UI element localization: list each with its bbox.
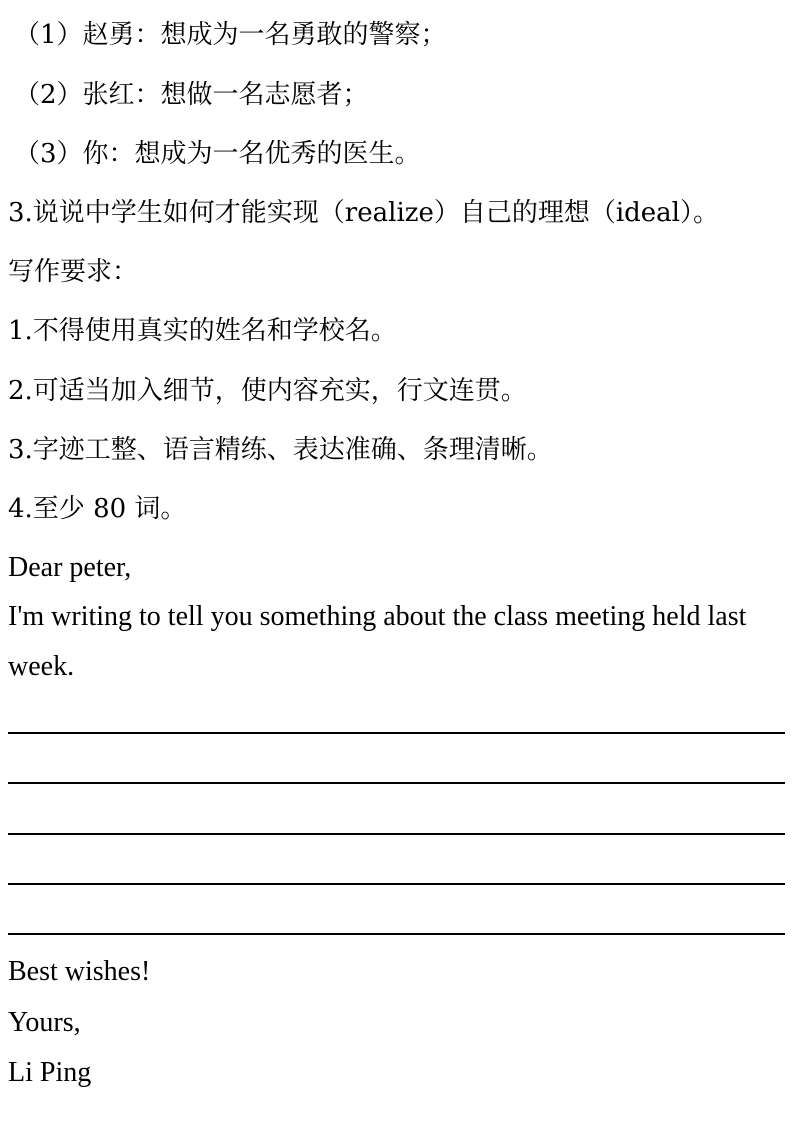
point-1: （1）赵勇：想成为一名勇敢的警察； (14, 20, 447, 50)
letter-signature: Li Ping (8, 1057, 92, 1088)
task-point-3: 3.说说中学生如何才能实现（realize）自己的理想（ideal）。 (8, 198, 720, 228)
point-2: （2）张红：想做一名志愿者； (14, 80, 369, 110)
requirement-2: 2.可适当加入细节，使内容充实，行文连贯。 (8, 376, 527, 406)
answer-blank-line[interactable] (8, 782, 785, 784)
point-3: （3）你：想成为一名优秀的医生。 (14, 139, 421, 169)
requirement-3: 3.字迹工整、语言精练、表达准确、条理清晰。 (8, 435, 553, 465)
letter-greeting: Dear peter, (8, 552, 132, 583)
letter-closing: Best wishes! (8, 956, 151, 987)
requirement-4: 4.至少 80 词。 (8, 494, 187, 524)
answer-blank-line[interactable] (8, 933, 785, 935)
answer-blank-line[interactable] (8, 833, 785, 835)
answer-blank-line[interactable] (8, 732, 785, 734)
requirement-1: 1.不得使用真实的姓名和学校名。 (8, 316, 397, 346)
answer-blank-line[interactable] (8, 883, 785, 885)
letter-signoff: Yours, (8, 1007, 81, 1038)
letter-opening: I'm writing to tell you something about the class meeting held last week. (8, 601, 747, 682)
requirements-heading: 写作要求： (8, 257, 139, 287)
